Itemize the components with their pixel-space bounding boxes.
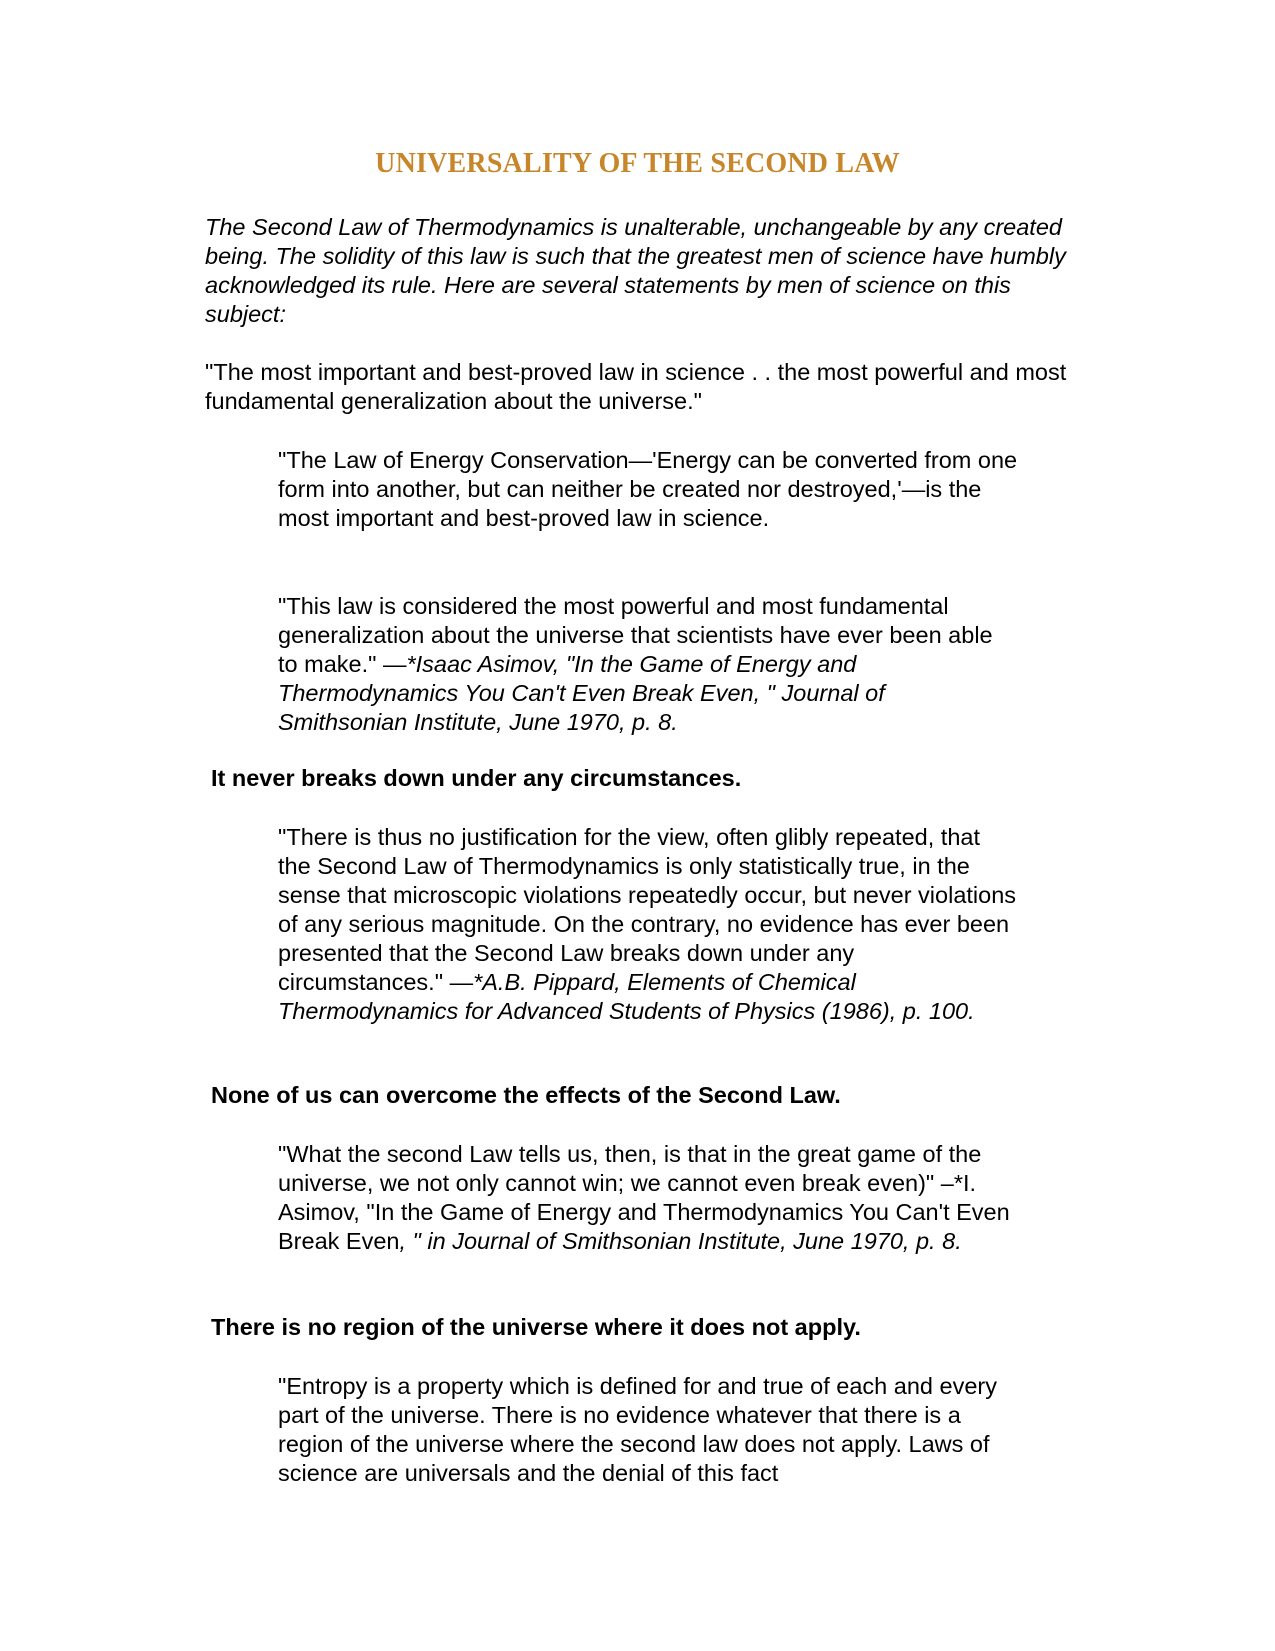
quote-citation: , " in Journal of Smithsonian Institute, June 1970, p. 8.	[399, 1228, 962, 1254]
quote-text: "This law is considered the most powerful and most fundamental generalization about the universe that scientists have ever been able to make." —	[278, 593, 993, 677]
section-heading-never-breaks-down: It never breaks down under any circumstances.	[211, 765, 742, 791]
quote-citation: *Isaac Asimov, "In the Game of Energy and Thermodynamics You Can't Even Break Even, " Journal of Smithsonian Institute, June 1970, p. 8.	[278, 651, 885, 735]
quote-asimov-generalization	[278, 592, 1018, 737]
quote-asimov-break-even	[278, 1140, 1018, 1256]
quote-entropy: "Entropy is a property which is defined for and true of each and every part of the universe. There is no evidence whatever that there is a region of the universe where the second law does not apply. Laws of science are universals and the denial of this fact	[278, 1373, 997, 1486]
quote-energy-conservation: "The Law of Energy Conservation—'Energy can be converted from one form into another, but can neither be created nor destroyed,'—is the most important and best-proved law in science.	[278, 447, 1018, 531]
intro-paragraph: The Second Law of Thermodynamics is unalterable, unchangeable by any created being. The solidity of this law is such that the greatest men of science have humbly acknowledged its rule. Here are several statements by men of science on this subject:	[205, 214, 1066, 327]
quote-text: "There is thus no justification for the view, often glibly repeated, that the Second Law of Thermodynamics is only statistically true, in the sense that microscopic violations repeatedly occur, but never violations of any serious magnitude. On the contrary, no evidence has ever been presented that the Second Law breaks down under any circumstances." —	[278, 824, 1017, 995]
section-heading-cannot-overcome: None of us can overcome the effects of the Second Law.	[211, 1082, 841, 1108]
quote-text: "What the second Law tells us, then, is that in the great game of the universe, we not only cannot win; we cannot even break even)" –*I. Asimov, "In the Game of Energy and Thermodynamics You Can't Even Break Even	[278, 1141, 1010, 1254]
lead-quote: "The most important and best-proved law in science . . the most powerful and most fundamental generalization about the universe."	[205, 359, 1067, 414]
quote-pippard	[278, 823, 1018, 1026]
page-title: UNIVERSALITY OF THE SECOND LAW	[375, 148, 900, 179]
quote-citation: *A.B. Pippard, Elements of Chemical Thermodynamics for Advanced Students of Physics (1986), p. 100.	[278, 969, 975, 1024]
section-heading-no-region: There is no region of the universe where it does not apply.	[211, 1314, 861, 1340]
